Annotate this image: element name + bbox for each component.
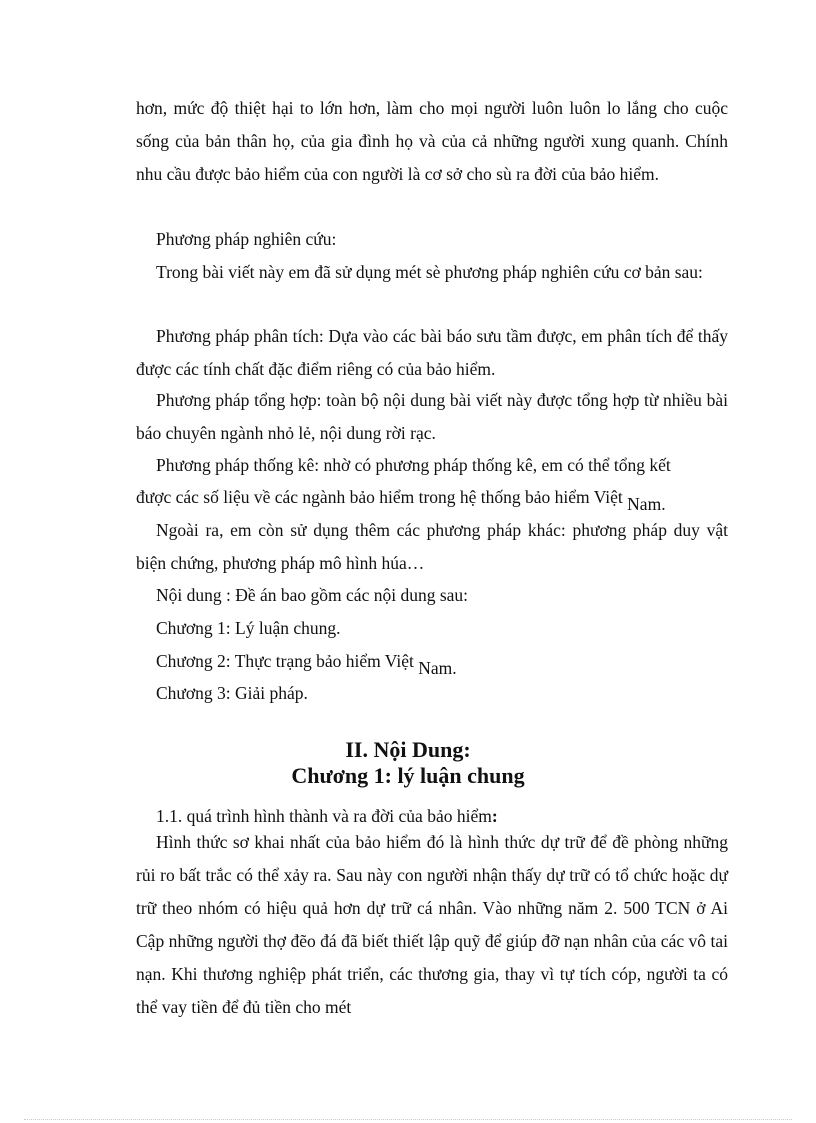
section-heading: II. Nội Dung: bbox=[345, 737, 471, 762]
chapter-2-text: Chương 2: Thực trạng bảo hiểm Việt bbox=[156, 651, 414, 671]
subsection-title-text: 1.1. quá trình hình thành và ra đời của bảo hiểm bbox=[156, 806, 492, 826]
paragraph-research-methods-heading: Phương pháp nghiên cứu: bbox=[156, 229, 337, 249]
statistics-text: được các số liệu về các ngành bảo hiểm trong hệ thống bảo hiểm Việt bbox=[136, 487, 623, 507]
paragraph-analysis-method: Phương pháp phân tích: Dựa vào các bài báo sưu tầm được, em phân tích để thấy được các tính chất đặc điểm riêng có của bảo hiểm. bbox=[136, 326, 728, 379]
paragraph-intro-end: hơn, mức độ thiệt hại to lớn hơn, làm cho mọi người luôn luôn lo lắng cho cuộc sống của bản thân họ, của gia đình họ và của cả những người xung quanh. Chính nhu cầu được bảo hiểm của con người là cơ sở cho sù ra đời của bảo hiểm. bbox=[136, 98, 728, 184]
subsection-title-colon: : bbox=[491, 806, 498, 826]
paragraph-content-overview: Nội dung : Đề án bao gồm các nội dung sau: bbox=[156, 585, 469, 605]
chapter-heading: Chương 1: lý luận chung bbox=[291, 763, 525, 788]
paragraph-methods-intro: Trong bài viết này em đã sử dụng mét sè phương pháp nghiên cứu cơ bản sau: bbox=[156, 262, 703, 282]
paragraph-other-methods: Ngoài ra, em còn sử dụng thêm các phương pháp khác: phương pháp duy vật biện chứng, phương pháp mô hình húa… bbox=[136, 520, 728, 573]
paragraph-statistics-method-line1: Phương pháp thống kê: nhờ có phương pháp thống kê, em có thể tổng kết bbox=[156, 455, 671, 475]
page-bottom-divider bbox=[24, 1119, 792, 1120]
chapter-2-text-nam: Nam. bbox=[418, 658, 457, 678]
statistics-text-nam: Nam. bbox=[627, 494, 666, 514]
paragraph-synthesis-method: Phương pháp tổng hợp: toàn bộ nội dung bài viết này được tổng hợp từ nhiều bài báo chuyên ngành nhỏ lẻ, nội dung rời rạc. bbox=[136, 390, 728, 443]
subsection-body: Hình thức sơ khai nhất của bảo hiểm đó là hình thức dự trữ để đề phòng những rủi ro bất trắc có thể xảy ra. Sau này con người nhận thấy dự trữ có tổ chức hoặc dự trữ theo nhóm có hiệu quả hơn dự trữ cá nhân. Vào những năm 2. 500 TCN ở Ai Cập những người thợ đẽo đá đã biết thiết lập quỹ để giúp đỡ nạn nhân của các vô tai nạn. Khi thương nghiệp phát triển, các thương gia, thay vì tự tích cóp, người ta có thể vay tiền để đủ tiền cho mét bbox=[136, 832, 728, 1017]
chapter-list-item-3: Chương 3: Giải pháp. bbox=[156, 683, 308, 703]
chapter-list-item-1: Chương 1: Lý luận chung. bbox=[156, 618, 341, 638]
